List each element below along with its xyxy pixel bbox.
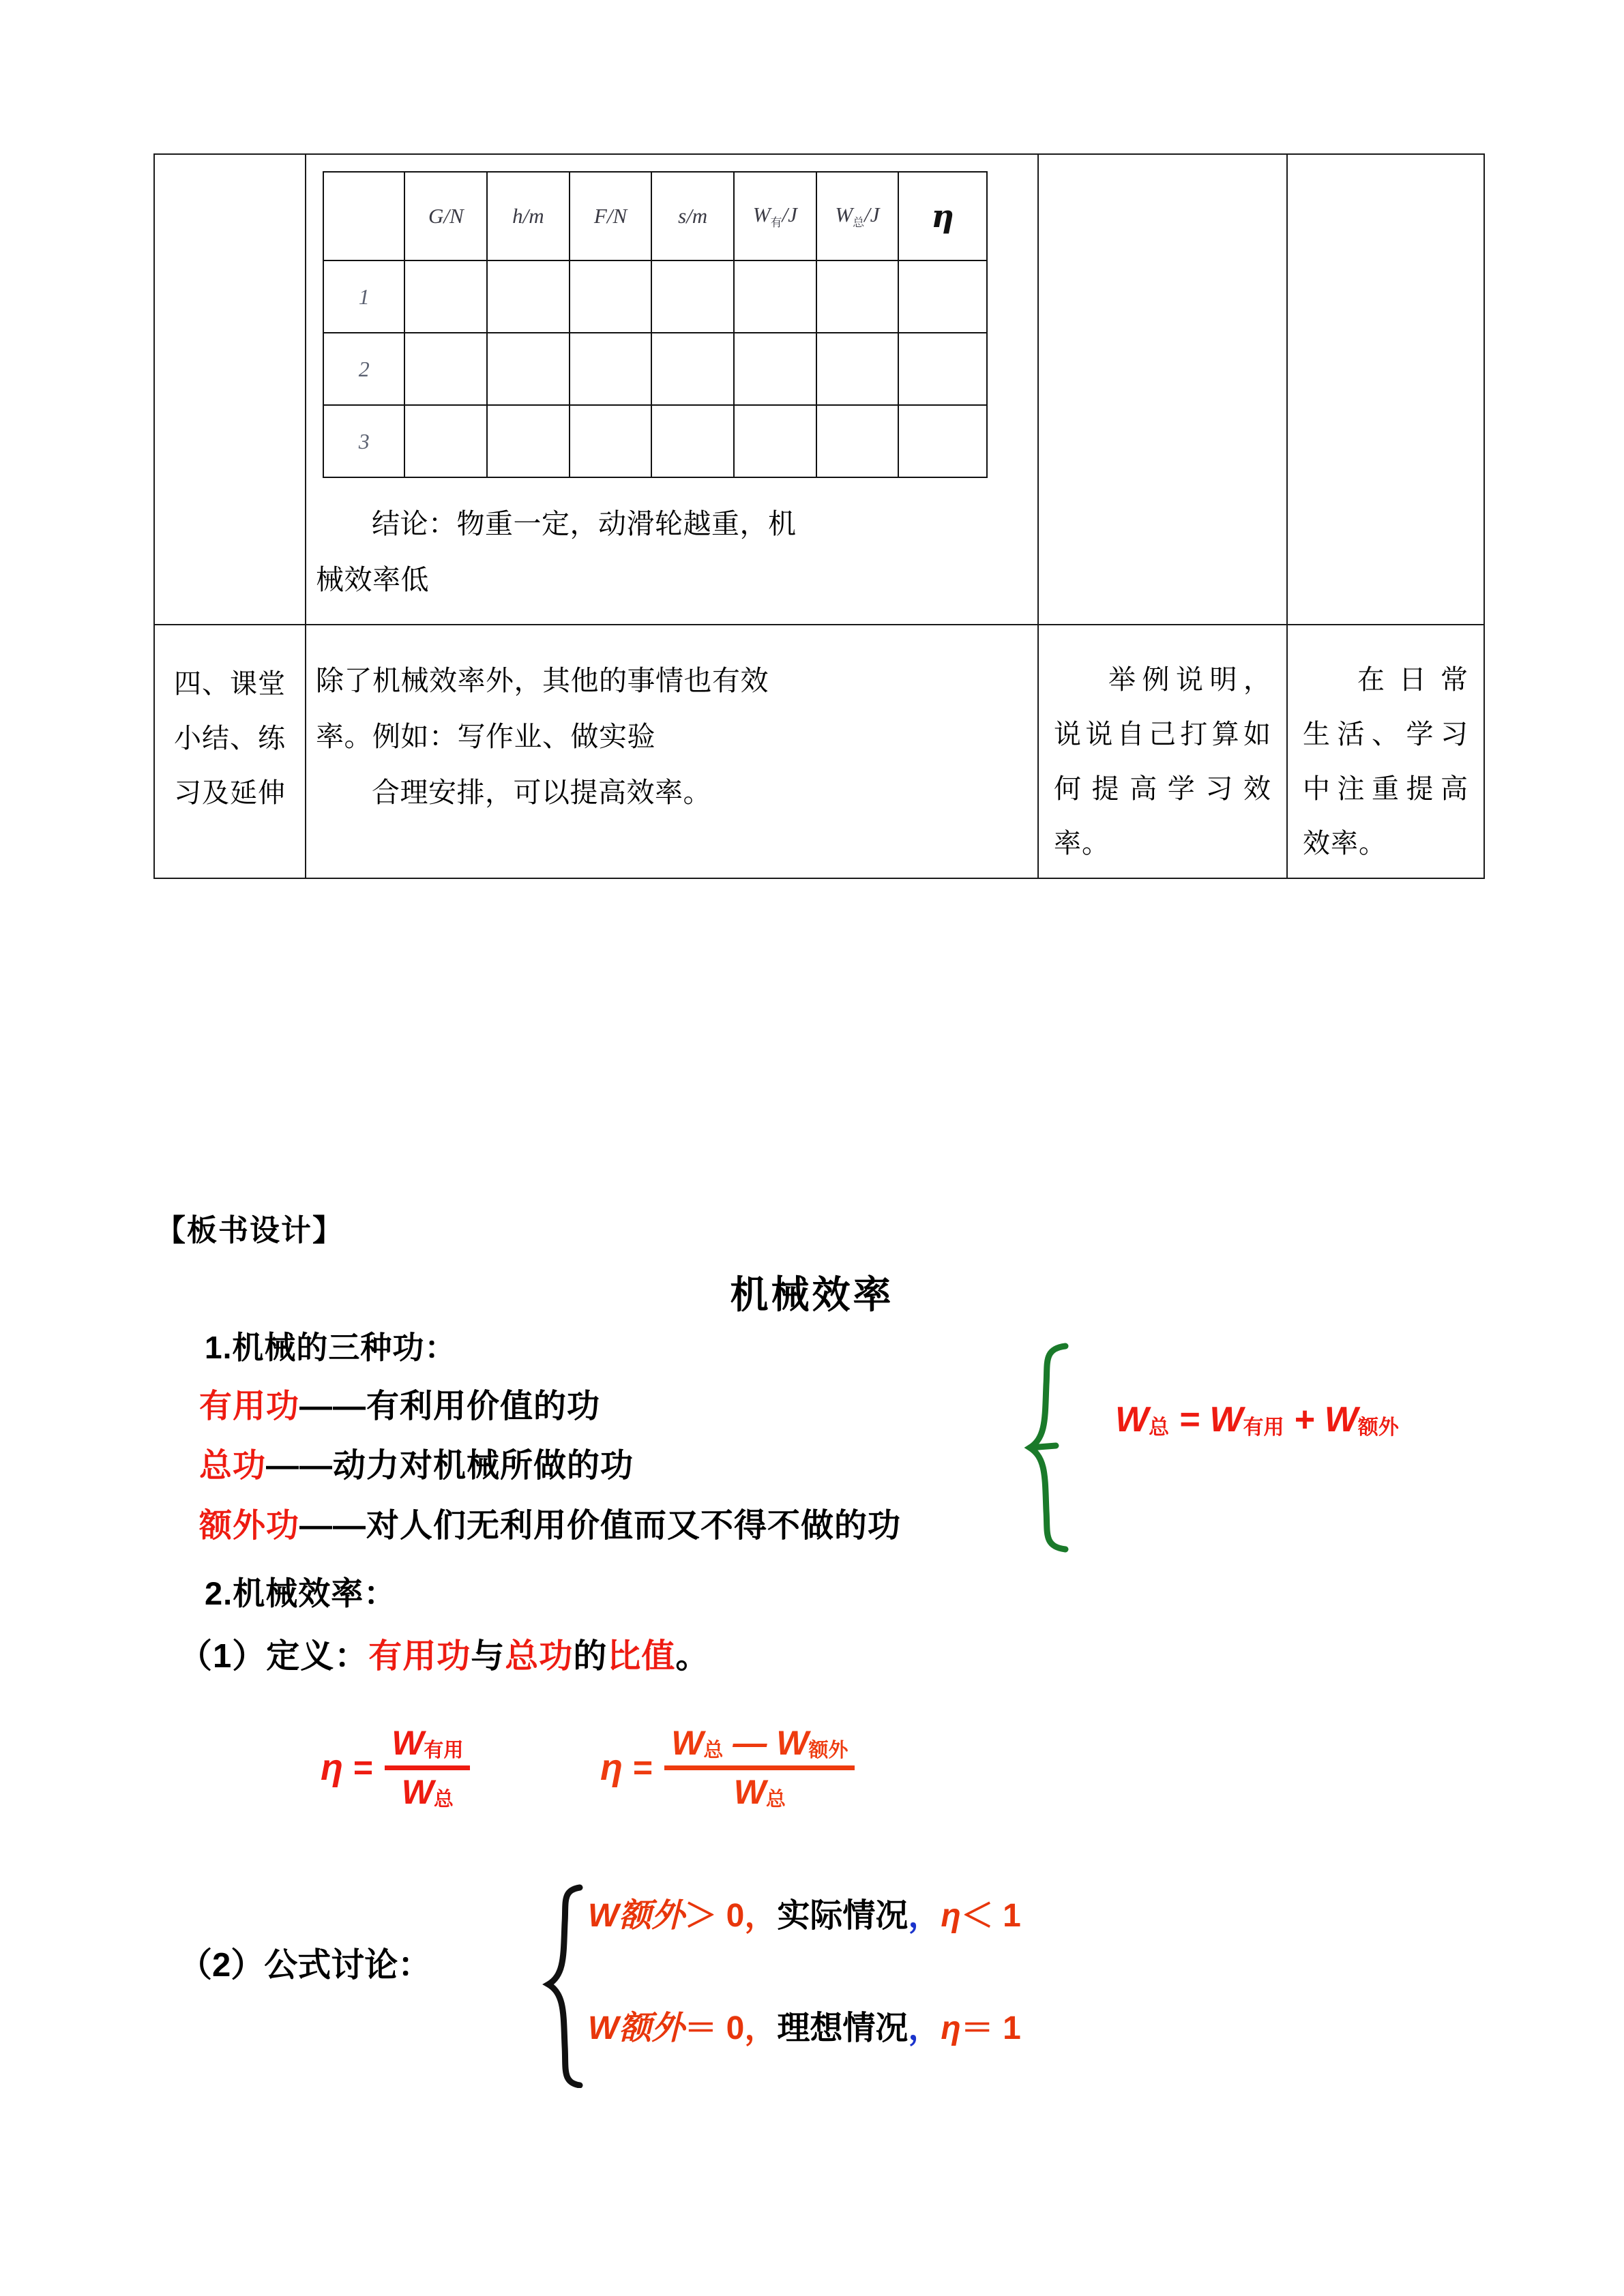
definition-prefix: （1）定义： xyxy=(179,1638,369,1675)
table-row xyxy=(323,333,987,405)
disc2-comma-2: ， xyxy=(908,2010,941,2046)
table-row xyxy=(323,260,987,333)
term-total-work: 总功 xyxy=(199,1448,267,1484)
formula-b-numerator xyxy=(664,1724,855,1763)
term-extra-work: 额外功 xyxy=(199,1508,300,1544)
data-cell[interactable] xyxy=(570,333,652,405)
data-cell[interactable] xyxy=(734,405,816,477)
formula-a-equals: = xyxy=(353,1748,373,1787)
header-cell-s: s/m xyxy=(651,172,734,260)
discussion-case-actual xyxy=(588,1889,1021,1936)
disc1-comma-2: ， xyxy=(908,1898,941,1934)
conclusion-text xyxy=(306,478,1037,624)
cell-experiment-content xyxy=(306,154,1038,625)
formula-a-eta: η xyxy=(321,1747,343,1788)
cell-teacher-activity xyxy=(1038,625,1287,878)
data-cell[interactable] xyxy=(734,260,816,333)
discussion-case-ideal xyxy=(588,2001,1021,2048)
disc2-eta-relation: ＝ 1 xyxy=(960,2010,1021,2046)
data-cell[interactable] xyxy=(404,405,487,477)
row-number: 2 xyxy=(358,356,370,381)
dash-2: —— xyxy=(266,1448,334,1484)
efficiency-formula-a xyxy=(321,1724,470,1811)
cell-student-activity xyxy=(1287,625,1484,878)
w-useful-base: W xyxy=(752,202,771,226)
data-cell[interactable] xyxy=(816,333,899,405)
formula-b-num-t1-base: W xyxy=(671,1724,704,1762)
teacher-activity-paragraph: 举例说明，说说自己打算如何提高学习效率。 xyxy=(1054,664,1271,859)
formula-b-num-t2-base: W xyxy=(776,1724,809,1762)
data-cell[interactable] xyxy=(651,405,734,477)
black-curly-brace-icon xyxy=(539,1883,593,2088)
formula-a-fraction-bar xyxy=(385,1765,470,1770)
eq-t2-sub: 额外 xyxy=(1357,1416,1399,1439)
formula-discussion-label: （2）公式讨论： xyxy=(179,1947,432,1984)
header-cell-blank xyxy=(323,172,404,260)
row-number: 1 xyxy=(358,284,370,309)
table-row xyxy=(323,405,987,477)
data-cell[interactable] xyxy=(898,260,987,333)
main-content-text xyxy=(306,625,1037,827)
w-useful-unit: /J xyxy=(782,202,797,226)
disc2-eta: η xyxy=(941,2010,961,2046)
data-cell[interactable] xyxy=(898,333,987,405)
cell-stage-label xyxy=(154,625,306,878)
header-cell-W-total xyxy=(816,172,899,260)
disc2-w-sub: 额外 xyxy=(619,2010,685,2046)
w-useful-sub: 有 xyxy=(770,216,782,230)
eq-lhs-base: W xyxy=(1115,1400,1149,1440)
definition-ratio: 比值 xyxy=(607,1638,676,1675)
work-equation xyxy=(1115,1399,1399,1440)
formula-b-den-sub: 总 xyxy=(765,1788,786,1810)
desc-total-work: 动力对机械所做的功 xyxy=(333,1448,634,1484)
data-cell[interactable] xyxy=(816,260,899,333)
term-useful-work: 有用功 xyxy=(199,1388,300,1425)
definition-mid-1: 与 xyxy=(471,1638,505,1675)
formula-b-minus: — xyxy=(733,1724,767,1762)
formula-b-denominator xyxy=(727,1773,793,1812)
formula-b-den-base: W xyxy=(733,1772,766,1811)
data-cell[interactable] xyxy=(570,405,652,477)
formula-b-num-t2-sub: 额外 xyxy=(808,1740,848,1761)
conclusion-line-1: 结论：物重一定，动滑轮越重，机 xyxy=(372,508,797,539)
board-term-useful-work xyxy=(199,1380,600,1427)
dash-3: —— xyxy=(299,1508,367,1544)
data-cell[interactable] xyxy=(651,260,734,333)
header-cell-F: F/N xyxy=(570,172,652,260)
green-curly-brace-icon xyxy=(1016,1342,1082,1553)
lesson-plan-table xyxy=(153,153,1485,879)
data-cell[interactable] xyxy=(404,333,487,405)
disc1-w-sub: 额外 xyxy=(619,1898,685,1934)
board-title: 机械效率 xyxy=(730,1273,894,1316)
eq-t1-base: W xyxy=(1209,1400,1243,1440)
conclusion-line-2: 械效率低 xyxy=(316,564,429,595)
cell-main-content xyxy=(306,625,1038,878)
disc2-comma-1: ， xyxy=(744,2010,778,2046)
disc1-case-label: 实际情况 xyxy=(777,1898,909,1934)
disc1-eta-relation: ＜ 1 xyxy=(960,1898,1021,1934)
cell-stage-label-empty xyxy=(154,154,306,625)
experiment-data-table xyxy=(323,171,988,478)
teacher-activity-text xyxy=(1039,625,1286,878)
data-cell[interactable] xyxy=(487,405,570,477)
disc2-w-base: W xyxy=(588,2010,619,2046)
header-cell-h: h/m xyxy=(487,172,570,260)
eq-plus: + xyxy=(1293,1400,1315,1440)
header-cell-eta xyxy=(898,172,987,260)
data-cell[interactable] xyxy=(734,333,816,405)
disc1-eta: η xyxy=(941,1898,961,1934)
main-line-3: 合理安排，可以提高效率。 xyxy=(372,777,711,808)
eq-lhs-sub: 总 xyxy=(1149,1416,1170,1439)
header-cell-W-useful xyxy=(734,172,816,260)
formula-a-fraction xyxy=(385,1724,470,1811)
main-line-1: 除了机械效率外，其他的事情也有效 xyxy=(316,665,769,696)
formula-b-num-t1-sub: 总 xyxy=(703,1740,724,1761)
formula-a-num-sub: 有用 xyxy=(424,1740,464,1761)
student-activity-text xyxy=(1288,625,1483,878)
definition-mid-2: 的 xyxy=(573,1638,608,1675)
w-total-unit: /J xyxy=(864,202,880,226)
desc-useful-work: 有利用价值的功 xyxy=(366,1388,601,1425)
data-cell[interactable] xyxy=(898,405,987,477)
board-design-heading: 【板书设计】 xyxy=(156,1214,344,1247)
eq-t2-base: W xyxy=(1324,1400,1358,1440)
board-item1-heading: 1.机械的三种功： xyxy=(205,1330,457,1365)
board-term-extra-work xyxy=(199,1499,901,1546)
data-cell[interactable] xyxy=(651,333,734,405)
board-item2-heading: 2.机械效率： xyxy=(205,1575,397,1611)
formula-b-eta: η xyxy=(600,1747,623,1788)
definition-total-work: 总功 xyxy=(505,1638,574,1675)
formula-b-fraction xyxy=(664,1724,855,1811)
stage-label-text: 四、课堂小结、练习及延伸 xyxy=(174,668,286,808)
eq-equals: = xyxy=(1179,1400,1200,1440)
disc1-w-base: W xyxy=(588,1898,619,1934)
cell-teacher-activity-empty xyxy=(1038,154,1287,625)
board-term-total-work xyxy=(199,1439,634,1486)
table-row xyxy=(154,625,1484,878)
data-cell[interactable] xyxy=(570,260,652,333)
formula-a-num-base: W xyxy=(392,1724,424,1762)
data-cell[interactable] xyxy=(816,405,899,477)
data-cell[interactable] xyxy=(404,260,487,333)
formula-a-den-sub: 总 xyxy=(433,1788,454,1810)
row-number: 3 xyxy=(358,428,370,453)
dash-1: —— xyxy=(299,1388,367,1425)
data-cell[interactable] xyxy=(487,260,570,333)
eta-symbol: η xyxy=(931,198,954,235)
eq-t1-sub: 有用 xyxy=(1243,1416,1284,1439)
disc2-relation: ＝ 0 xyxy=(684,2010,745,2046)
formula-b-fraction-bar xyxy=(664,1765,855,1770)
data-table-wrapper xyxy=(306,155,1037,478)
w-total-sub: 总 xyxy=(853,216,865,230)
disc1-relation: ＞ 0 xyxy=(684,1898,745,1934)
header-cell-G: G/N xyxy=(404,172,487,260)
table-row xyxy=(154,154,1484,625)
cell-student-activity-empty xyxy=(1287,154,1484,625)
definition-suffix: 。 xyxy=(675,1638,710,1675)
disc1-comma-1: ， xyxy=(744,1898,778,1934)
formula-b-equals: = xyxy=(632,1748,653,1787)
data-cell[interactable] xyxy=(487,333,570,405)
w-total-base: W xyxy=(835,202,853,226)
student-activity-paragraph: 在日常生活、学习中注重提高效率。 xyxy=(1303,664,1468,859)
formula-a-numerator xyxy=(385,1724,470,1763)
definition-useful-work: 有用功 xyxy=(368,1638,471,1675)
disc2-case-label: 理想情况 xyxy=(777,2010,909,2046)
table-header-row xyxy=(323,172,987,260)
formula-a-den-base: W xyxy=(401,1772,434,1811)
desc-extra-work: 对人们无利用价值而又不得不做的功 xyxy=(366,1508,902,1544)
formula-a-denominator xyxy=(395,1773,460,1812)
efficiency-formula-b xyxy=(600,1724,855,1811)
board-definition-line xyxy=(179,1630,709,1678)
main-line-2: 率。例如：写作业、做实验 xyxy=(316,721,655,752)
